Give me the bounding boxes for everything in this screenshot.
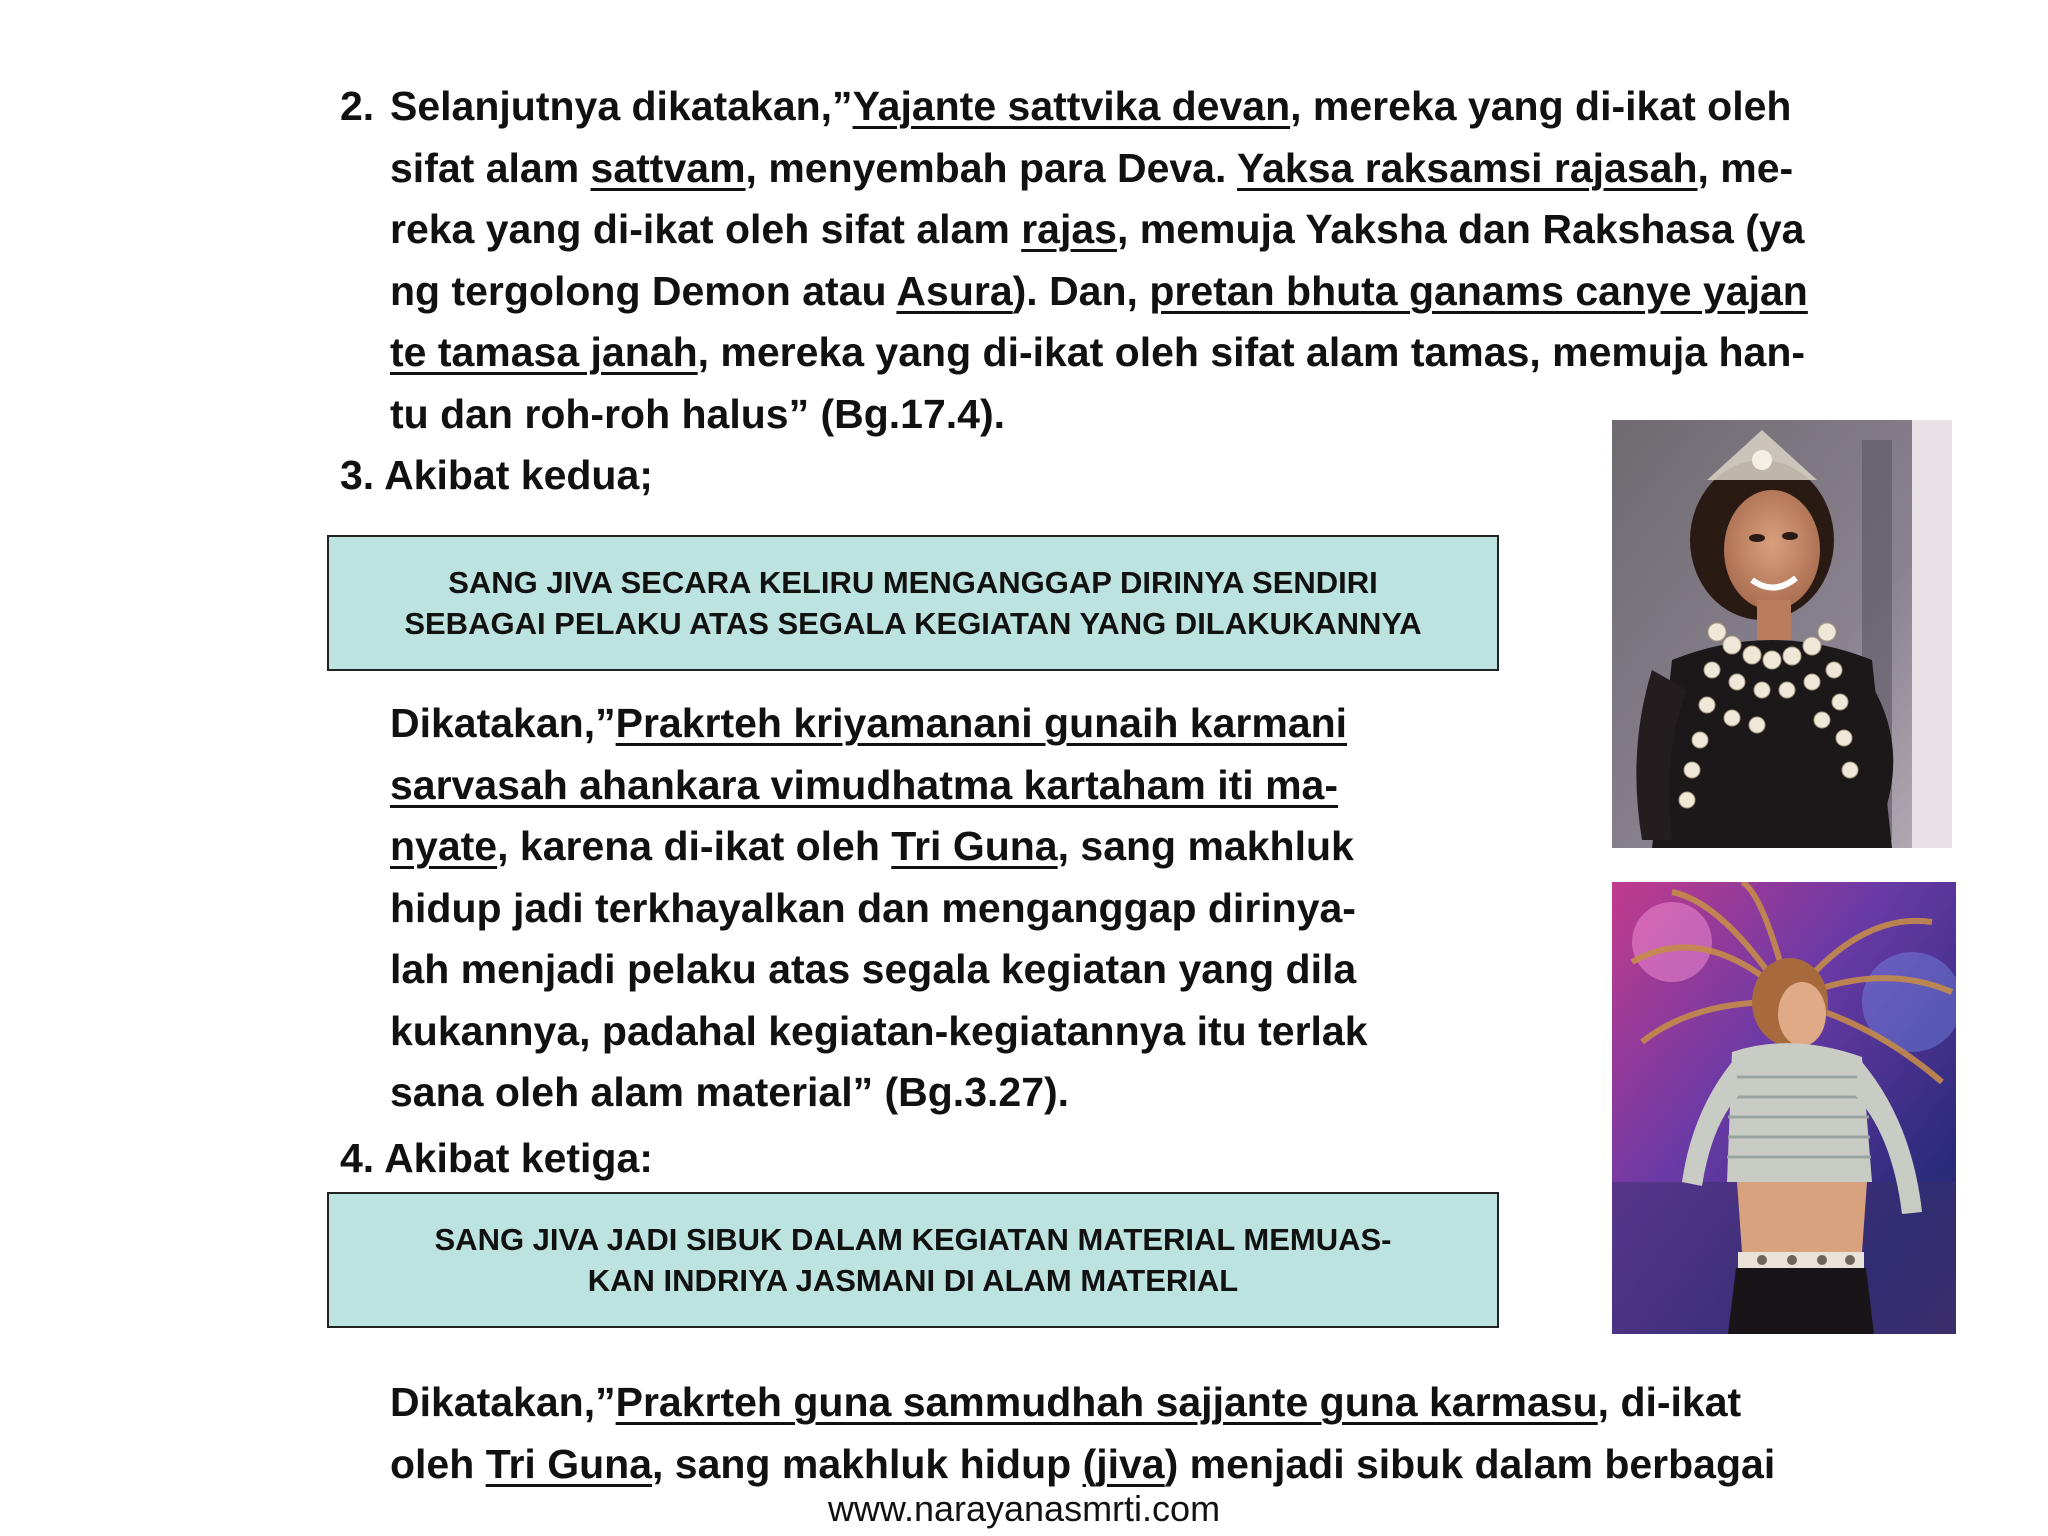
- item-3-line-3: [390, 816, 1540, 878]
- term-tri-guna: Tri Guna: [891, 823, 1058, 869]
- text: Dikatakan,”: [390, 1379, 616, 1425]
- highlight-box-1: [327, 535, 1499, 671]
- item-3-line-2: [390, 755, 1540, 817]
- item-4-paragraph: [390, 1372, 1990, 1495]
- sanskrit-quote: Prakrteh guna sammudhah sajjante guna karmasu: [615, 1379, 1598, 1425]
- box-1-line-1: SANG JIVA SECARA KELIRU MENGANGGAP DIRINYA SENDIRI: [448, 565, 1378, 600]
- photo-singer-pearl-necklace-image: [1612, 420, 1952, 848]
- text: reka yang di-ikat oleh sifat alam: [390, 206, 1022, 252]
- item-4-line-1: [390, 1372, 1990, 1434]
- item-2-number: 2.: [340, 83, 375, 129]
- text: , karena di-ikat oleh: [497, 823, 892, 869]
- sanskrit-quote: Yaksa raksamsi rajasah: [1237, 144, 1698, 191]
- text: oleh: [390, 1440, 486, 1487]
- term-rajas: rajas: [1021, 206, 1117, 252]
- item-2-line-3: [390, 199, 1990, 261]
- footer-website: www.narayanasmrti.com: [827, 1488, 1221, 1529]
- text: , mereka yang di-ikat oleh: [1290, 83, 1792, 129]
- item-4-line-2: [390, 1434, 1990, 1496]
- text: , memuja Yaksha dan Rakshasa (ya: [1116, 206, 1805, 252]
- item-2-line-1: [390, 76, 1990, 138]
- sanskrit-quote: sarvasah ahankara vimudhatma kartaham iti ma-: [390, 761, 1338, 808]
- photo-singer-pearl-necklace: [1612, 420, 1952, 848]
- item-3-line-1: [390, 693, 1540, 755]
- text: ) menjadi sibuk dalam berbagai: [1164, 1440, 1776, 1487]
- photo-dancer-flying-hair-image: [1612, 882, 1956, 1334]
- sanskrit-quote: Yajante sattvika devan: [852, 83, 1291, 129]
- item-3-line-7: sana oleh alam material” (Bg.3.27).: [390, 1069, 1070, 1115]
- highlight-box-2: [327, 1192, 1499, 1328]
- text: , sang makhluk hidup: [652, 1440, 1083, 1487]
- item-4-number: 4.: [340, 1135, 375, 1181]
- item-2-paragraph: [340, 76, 1990, 445]
- item-2-line-6: tu dan roh-roh halus” (Bg.17.4).: [390, 390, 1006, 437]
- sanskrit-quote: te tamasa janah: [390, 329, 698, 375]
- text: sifat alam: [390, 144, 591, 191]
- text: ). Dan,: [1012, 267, 1150, 314]
- term-jiva: (jiva: [1082, 1440, 1165, 1487]
- box-2-line-2: KAN INDRIYA JASMANI DI ALAM MATERIAL: [587, 1263, 1239, 1298]
- text: , mereka yang di-ikat oleh sifat alam tamas, memuja han-: [697, 329, 1806, 375]
- text: , di-ikat: [1597, 1379, 1742, 1425]
- item-2-line-2: [390, 138, 1990, 200]
- term-sattvam: sattvam: [590, 144, 746, 191]
- text: Dikatakan,”: [390, 700, 616, 746]
- item-4-title: Akibat ketiga:: [384, 1135, 653, 1181]
- item-3-heading: [340, 445, 653, 507]
- box-1-line-2: SEBAGAI PELAKU ATAS SEGALA KEGIATAN YANG DILAKUKANNYA: [404, 606, 1422, 641]
- item-3-paragraph: [390, 693, 1540, 1124]
- text: ng tergolong Demon atau: [390, 267, 897, 314]
- item-3-line-4: hidup jadi terkhayalkan dan menganggap dirinya-: [390, 884, 1356, 931]
- text: , me-: [1697, 144, 1794, 191]
- item-3-number: 3.: [340, 452, 375, 498]
- item-4-heading: [340, 1128, 653, 1190]
- text: , sang makhluk: [1057, 823, 1354, 869]
- item-2-line-4: [390, 261, 1990, 323]
- item-3-line-5: lah menjadi pelaku atas segala kegiatan yang dila: [390, 946, 1357, 992]
- photo-dancer-flying-hair: [1612, 882, 1956, 1334]
- text: , menyembah para Deva.: [745, 144, 1238, 191]
- term-asura: Asura: [896, 267, 1013, 314]
- sanskrit-quote: Prakrteh kriyamanani gunaih karmani: [615, 700, 1348, 746]
- sanskrit-quote: pretan bhuta ganams canye yajan: [1149, 267, 1808, 314]
- item-2-line-5: [390, 322, 1990, 384]
- term-tri-guna: Tri Guna: [485, 1440, 652, 1487]
- box-2-line-1: SANG JIVA JADI SIBUK DALAM KEGIATAN MATERIAL MEMUAS-: [434, 1222, 1392, 1257]
- item-3-title: Akibat kedua;: [384, 452, 653, 498]
- item-3-line-6: kukannya, padahal kegiatan-kegiatannya itu terlak: [390, 1007, 1368, 1054]
- sanskrit-quote: nyate: [390, 823, 498, 869]
- text: Selanjutnya dikatakan,”: [390, 83, 853, 129]
